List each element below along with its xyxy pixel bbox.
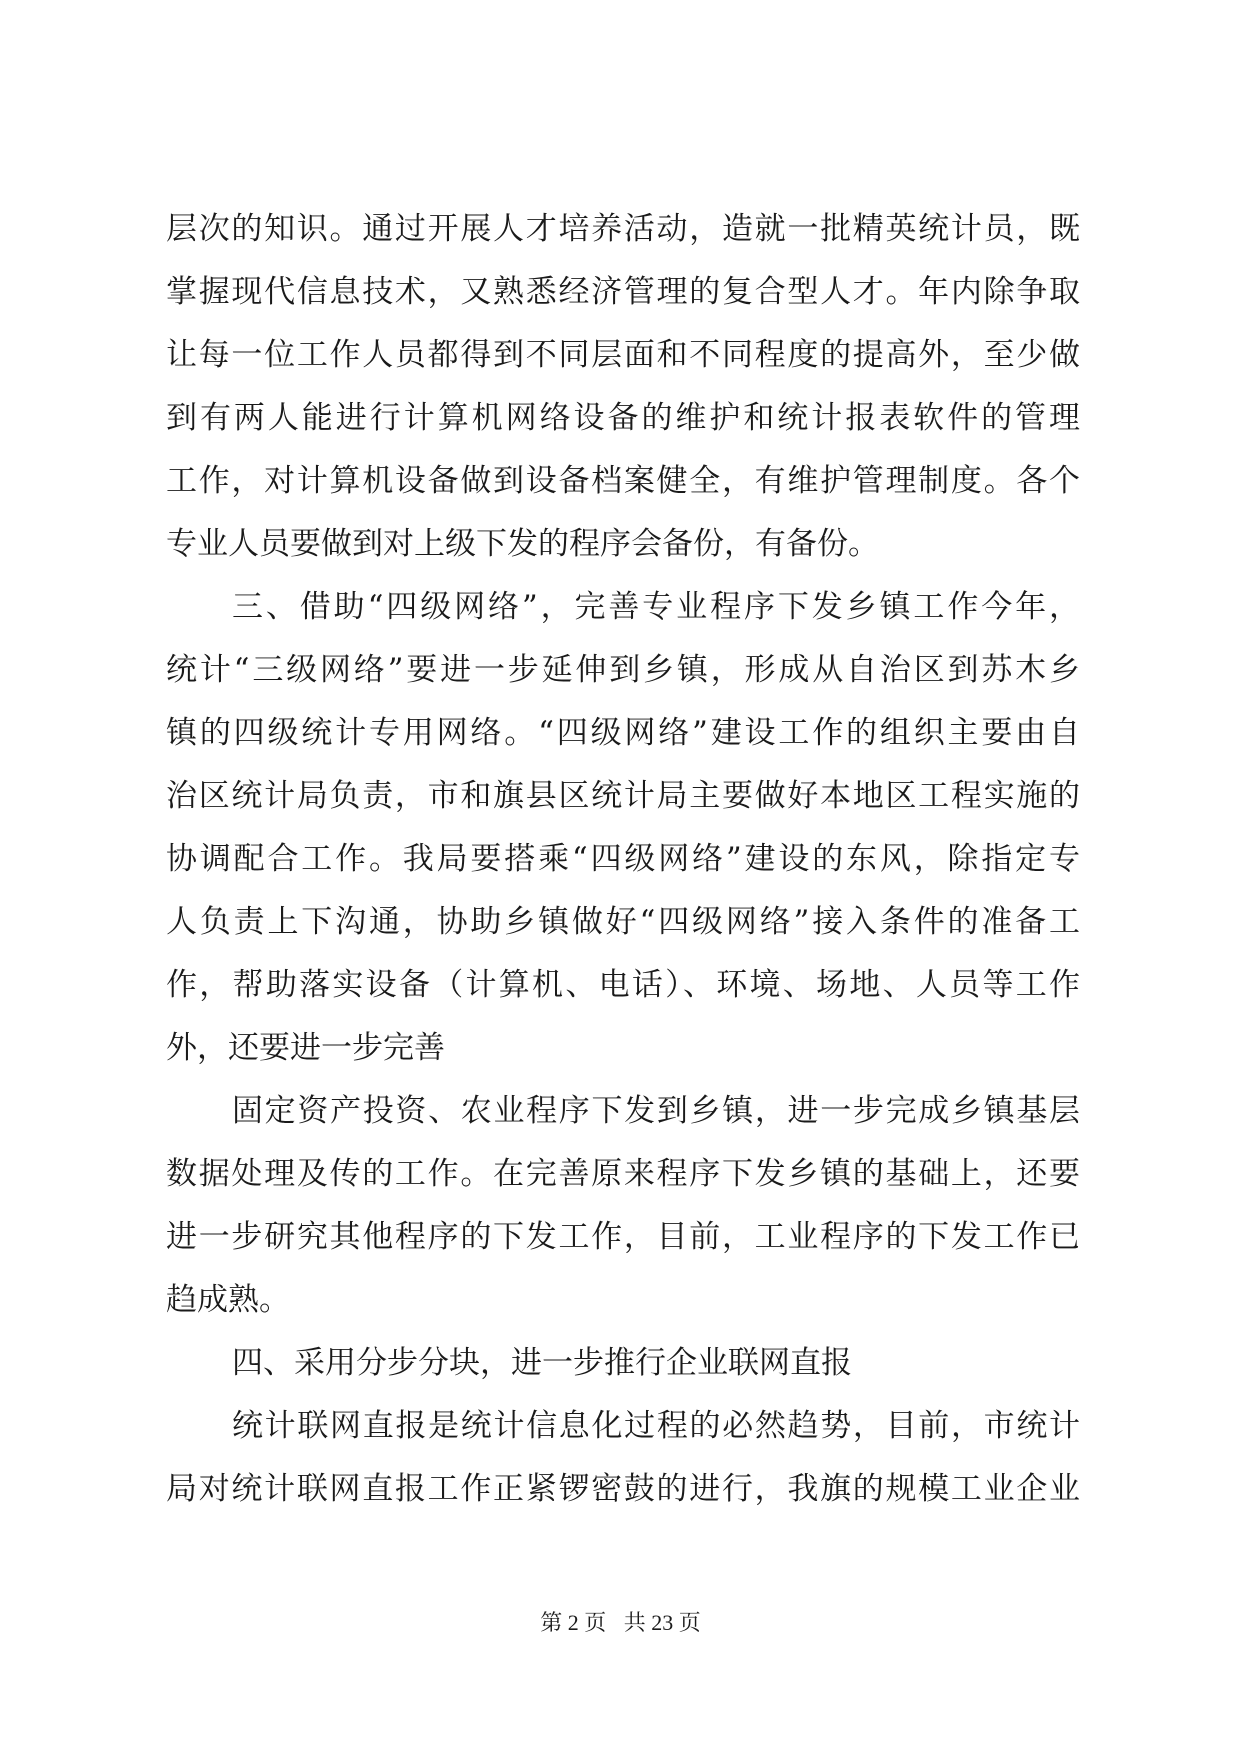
text-line: 三、借助“四级网络”，完善专业程序下发乡镇工作今年， <box>232 589 1080 625</box>
document-body <box>166 198 1080 1521</box>
text-line: 局对统计联网直报工作正紧锣密鼓的进行，我旗的规模工业企业 <box>166 1471 1080 1507</box>
text-line: 数据处理及传的工作。在完善原来程序下发乡镇的基础上，还要 <box>166 1156 1080 1192</box>
text-line: 外，还要进一步完善 <box>166 1030 445 1066</box>
text-line: 层次的知识。通过开展人才培养活动，造就一批精英统计员，既 <box>166 211 1080 247</box>
text-line: 让每一位工作人员都得到不同层面和不同程度的提高外，至少做 <box>166 337 1080 373</box>
text-line: 四、采用分步分块，进一步推行企业联网直报 <box>232 1345 852 1381</box>
text-line: 人负责上下沟通，协助乡镇做好“四级网络”接入条件的准备工 <box>166 904 1080 940</box>
text-line: 作，帮助落实设备（计算机、电话）、环境、场地、人员等工作 <box>166 967 1080 1003</box>
page-total: 共 23 页 <box>623 1610 701 1635</box>
text-line: 进一步研究其他程序的下发工作，目前，工业程序的下发工作已 <box>166 1219 1080 1255</box>
text-line: 趋成熟。 <box>166 1282 290 1318</box>
text-line: 治区统计局负责，市和旗县区统计局主要做好本地区工程实施的 <box>166 778 1080 814</box>
text-line: 固定资产投资、农业程序下发到乡镇，进一步完成乡镇基层 <box>232 1093 1080 1129</box>
text-line: 到有两人能进行计算机网络设备的维护和统计报表软件的管理 <box>166 400 1080 436</box>
text-line: 协调配合工作。我局要搭乘“四级网络”建设的东风，除指定专 <box>166 841 1080 877</box>
text-line: 工作，对计算机设备做到设备档案健全，有维护管理制度。各个 <box>166 463 1080 499</box>
page-number: 第 2 页 <box>540 1610 607 1635</box>
page-footer <box>0 1608 1241 1638</box>
text-line: 统计“三级网络”要进一步延伸到乡镇，形成从自治区到苏木乡 <box>166 652 1080 688</box>
text-line: 掌握现代信息技术，又熟悉经济管理的复合型人才。年内除争取 <box>166 274 1080 310</box>
text-line: 镇的四级统计专用网络。“四级网络”建设工作的组织主要由自 <box>166 715 1080 751</box>
text-line: 专业人员要做到对上级下发的程序会备份，有备份。 <box>166 526 879 562</box>
text-line: 统计联网直报是统计信息化过程的必然趋势，目前，市统计 <box>232 1408 1080 1444</box>
